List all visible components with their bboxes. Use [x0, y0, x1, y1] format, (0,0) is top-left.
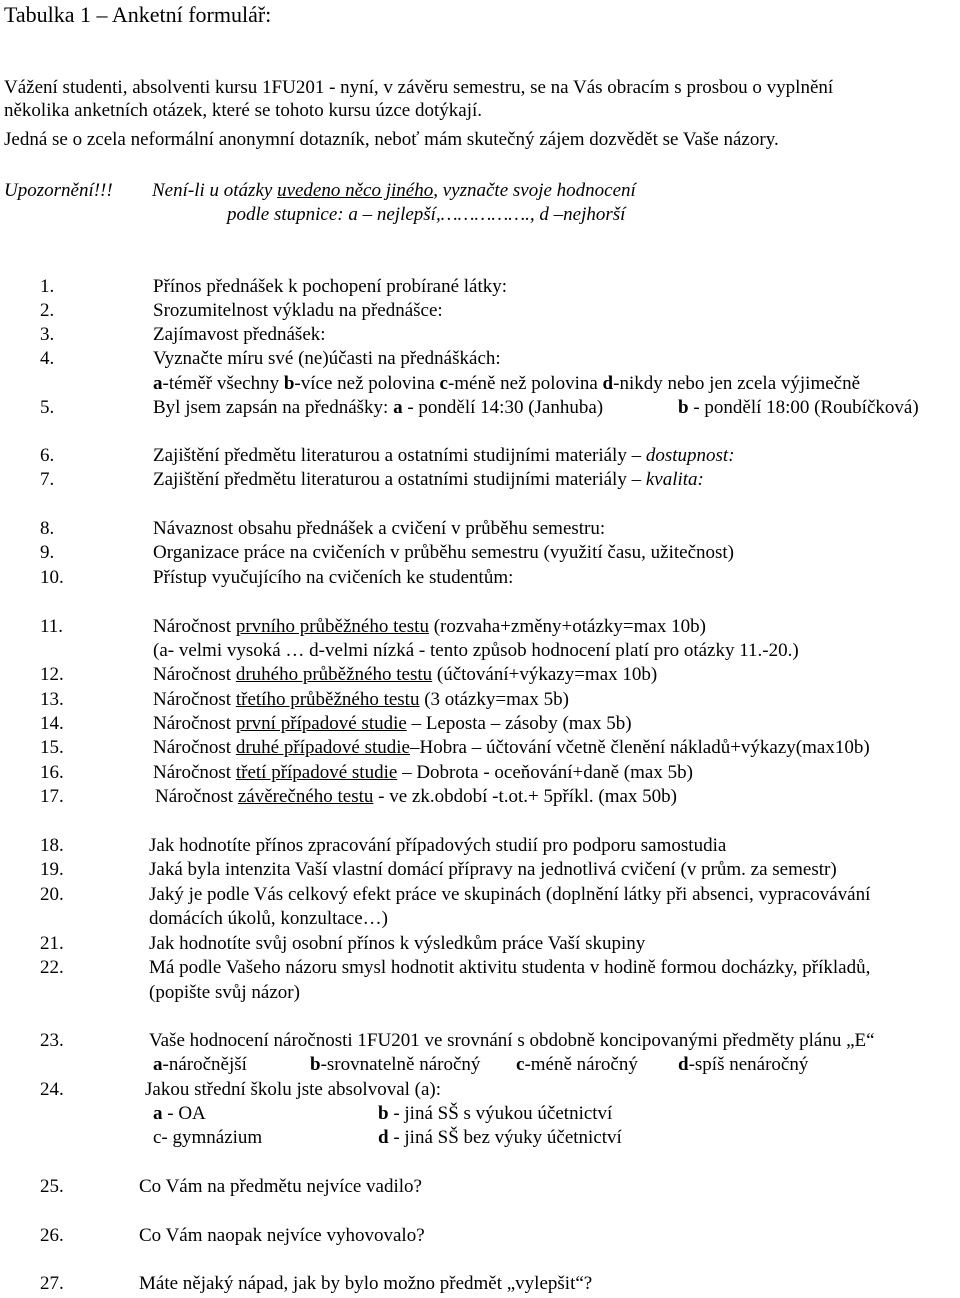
question-number: 6. [40, 445, 55, 466]
question-rest: - ve zk.období -t.ot.+ 5příkl. (max 50b) [373, 786, 677, 807]
question-emphasis: kvalita: [645, 469, 704, 490]
question-rest: (rozvaha+změny+otázky=max 10b) [428, 616, 706, 637]
question-text [153, 762, 693, 785]
question-number: 17. [40, 786, 64, 807]
intro-line-2: několika anketních otázek, které se tohoto kursu úzce dotýkají. [4, 100, 483, 121]
question-text [153, 445, 735, 468]
question-text-continued: domácích úkolů, konzultace…) [149, 908, 389, 929]
question-text: Návaznost obsahu přednášek a cvičení v průběhu semestru: [153, 518, 606, 539]
question-text: Jakou střední školu jste absolvoval (a): [145, 1079, 442, 1100]
option-letter: a [153, 1103, 163, 1124]
question-underlined: prvního průběžného testu [235, 616, 429, 637]
question-text: Co Vám na předmětu nejvíce vadilo? [139, 1176, 422, 1197]
question-underlined: druhé případové studie [235, 737, 410, 758]
question-text [153, 469, 704, 492]
option-text: -nikdy nebo jen zcela výjimečně [613, 373, 861, 394]
intro-line-1: Vážení studenti, absolventi kursu 1FU201 - nyní, v závěru semestru, se na Vás obracím s prosbou o vyplnění [4, 77, 834, 98]
page-title: Tabulka 1 – Anketní formulář: [4, 2, 272, 27]
notice-line-2: podle stupnice: a – nejlepší,……………., d –nejhorší [227, 204, 626, 225]
option-letter: b [283, 373, 295, 394]
option-letter: a [153, 373, 163, 394]
question-main: Náročnost [153, 762, 236, 783]
question-text: Přínos přednášek k pochopení probírané látky: [153, 276, 508, 297]
question-prefix: Byl jsem zapsán na přednášky: [153, 397, 394, 418]
question-underlined: třetího průběžného testu [235, 689, 420, 710]
question-text: Máte nějaký nápad, jak by bylo možno předmět „vylepšit“? [139, 1273, 593, 1294]
notice-text-a: Není-li u otázky [152, 180, 278, 201]
question-emphasis: dostupnost: [645, 445, 735, 466]
question-number: 18. [40, 835, 64, 856]
question-main: Náročnost [155, 786, 238, 807]
question-text: Má podle Vašeho názoru smysl hodnotit aktivitu studenta v hodině formou docházky, příkladů, [149, 957, 871, 978]
question-rest: –Hobra – účtování včetně členění nákladů+výkazy(max10b) [409, 737, 870, 758]
question-text: Srozumitelnost výkladu na přednášce: [153, 300, 443, 321]
question-text: Přístup vyučujícího na cvičeních ke studentům: [153, 567, 514, 588]
question-number: 13. [40, 689, 64, 710]
question-number: 14. [40, 713, 64, 734]
option-text: - pondělí 14:30 (Janhuba) [402, 397, 604, 418]
option-text: - jiná SŠ bez výuky účetnictví [388, 1127, 622, 1148]
question-underlined: druhého průběžného testu [235, 664, 433, 685]
option-letter: c [439, 373, 448, 394]
question-number: 24. [40, 1079, 64, 1100]
option-letter: b [678, 397, 689, 418]
notice-text-underlined: uvedeno něco jiného [277, 180, 434, 201]
question-number: 19. [40, 859, 64, 880]
question-main: Náročnost [153, 664, 236, 685]
option-text: - pondělí 18:00 (Roubíčková) [688, 397, 919, 418]
question-number: 21. [40, 933, 64, 954]
question-main: Zajištění předmětu literaturou a ostatními studijními materiály – [153, 469, 646, 490]
question-text: Vyznačte míru své (ne)účasti na přednáškách: [153, 348, 501, 369]
question-number: 10. [40, 567, 64, 588]
question-text: Zajímavost přednášek: [153, 324, 326, 345]
question-number: 15. [40, 737, 64, 758]
option-text: -méně náročný [524, 1054, 638, 1075]
answer-options [153, 373, 860, 396]
question-text: Jaký je podle Vás celkový efekt práce ve skupinách (doplnění látky při absenci, vypracovávání [149, 884, 871, 905]
question-text: Vaše hodnocení náročnosti 1FU201 ve srovnání s obdobně koncipovanými předměty plánu „E“ [149, 1030, 875, 1051]
question-main: Náročnost [153, 713, 236, 734]
question-number: 8. [40, 518, 55, 539]
option-text: - jiná SŠ s výukou účetnictví [388, 1103, 613, 1124]
question-number: 26. [40, 1225, 64, 1246]
question-number: 12. [40, 664, 64, 685]
question-number: 20. [40, 884, 64, 905]
option-text: -srovnatelně náročný [320, 1054, 481, 1075]
question-underlined: závěrečného testu [237, 786, 374, 807]
question-number: 11. [40, 616, 64, 637]
question-rest: – Leposta – zásoby (max 5b) [406, 713, 632, 734]
option-text: - OA [162, 1103, 206, 1124]
question-number: 7. [40, 469, 55, 490]
question-text: Jaká byla intenzita Vaší vlastní domácí přípravy na jednotlivá cvičení (v prům. za semestr) [149, 859, 837, 880]
option-text: -méně než polovina [447, 373, 603, 394]
notice-line-1 [152, 180, 636, 203]
question-text [153, 737, 870, 760]
question-number: 27. [40, 1273, 64, 1294]
answer-option-b [310, 1054, 480, 1077]
intro-line-3: Jedná se o zcela neformální anonymní dotazník, neboť mám skutečný zájem dozvědět se Vaše názory. [4, 129, 779, 150]
option-text: -téměř všechny [162, 373, 284, 394]
question-main: Náročnost [153, 737, 236, 758]
question-underlined: třetí případové studie [235, 762, 398, 783]
question-text [153, 397, 603, 420]
option-letter: b [310, 1054, 321, 1075]
question-text: Jak hodnotíte přínos zpracování případových studií pro podporu samostudia [149, 835, 727, 856]
question-number: 25. [40, 1176, 64, 1197]
question-text [153, 616, 706, 639]
question-text: Jak hodnotíte svůj osobní přínos k výsledkům práce Vaší skupiny [149, 933, 646, 954]
answer-option-c: c- gymnázium [153, 1127, 263, 1148]
question-text [153, 664, 657, 687]
question-text [155, 786, 677, 809]
option-letter: c [516, 1054, 525, 1075]
question-text: Co Vám naopak nejvíce vyhovovalo? [139, 1225, 425, 1246]
question-text-continued: (popište svůj názor) [149, 982, 300, 1003]
option-text: -spíš nenáročný [688, 1054, 809, 1075]
question-text [153, 713, 632, 736]
answer-option-d [678, 1054, 808, 1077]
answer-option-b [378, 1103, 612, 1126]
option-text: -náročnější [162, 1054, 247, 1075]
question-rest: – Dobrota - oceňování+daně (max 5b) [397, 762, 693, 783]
option-letter: d [602, 373, 614, 394]
question-underlined: první případové studie [235, 713, 407, 734]
question-main: Náročnost [153, 689, 236, 710]
option-letter: d [378, 1127, 389, 1148]
answer-option-b [678, 397, 919, 420]
option-letter: b [378, 1103, 389, 1124]
answer-option-a [153, 1054, 247, 1077]
answer-option-d [378, 1127, 622, 1150]
question-text: Organizace práce na cvičeních v průběhu semestru (využití času, užitečnost) [153, 542, 735, 563]
question-rest: (3 otázky=max 5b) [419, 689, 569, 710]
notice-label: Upozornění!!! [4, 180, 113, 201]
answer-option-c [516, 1054, 638, 1077]
question-number: 5. [40, 397, 55, 418]
question-number: 9. [40, 542, 55, 563]
question-text [153, 689, 569, 712]
option-letter: a [393, 397, 403, 418]
notice-text-b: , vyznačte svoje hodnocení [433, 180, 636, 201]
option-text: -více než polovina [294, 373, 440, 394]
question-number: 16. [40, 762, 64, 783]
question-number: 4. [40, 348, 55, 369]
question-number: 3. [40, 324, 55, 345]
option-letter: d [678, 1054, 689, 1075]
question-number: 22. [40, 957, 64, 978]
answer-option-a [153, 1103, 206, 1126]
question-number: 23. [40, 1030, 64, 1051]
question-main: Zajištění předmětu literaturou a ostatními studijními materiály – [153, 445, 646, 466]
scale-note: (a- velmi vysoká … d-velmi nízká - tento způsob hodnocení platí pro otázky 11.-20.) [153, 640, 799, 661]
option-letter: a [153, 1054, 163, 1075]
question-main: Náročnost [153, 616, 236, 637]
question-number: 2. [40, 300, 55, 321]
question-number: 1. [40, 276, 55, 297]
question-rest: (účtování+výkazy=max 10b) [432, 664, 658, 685]
